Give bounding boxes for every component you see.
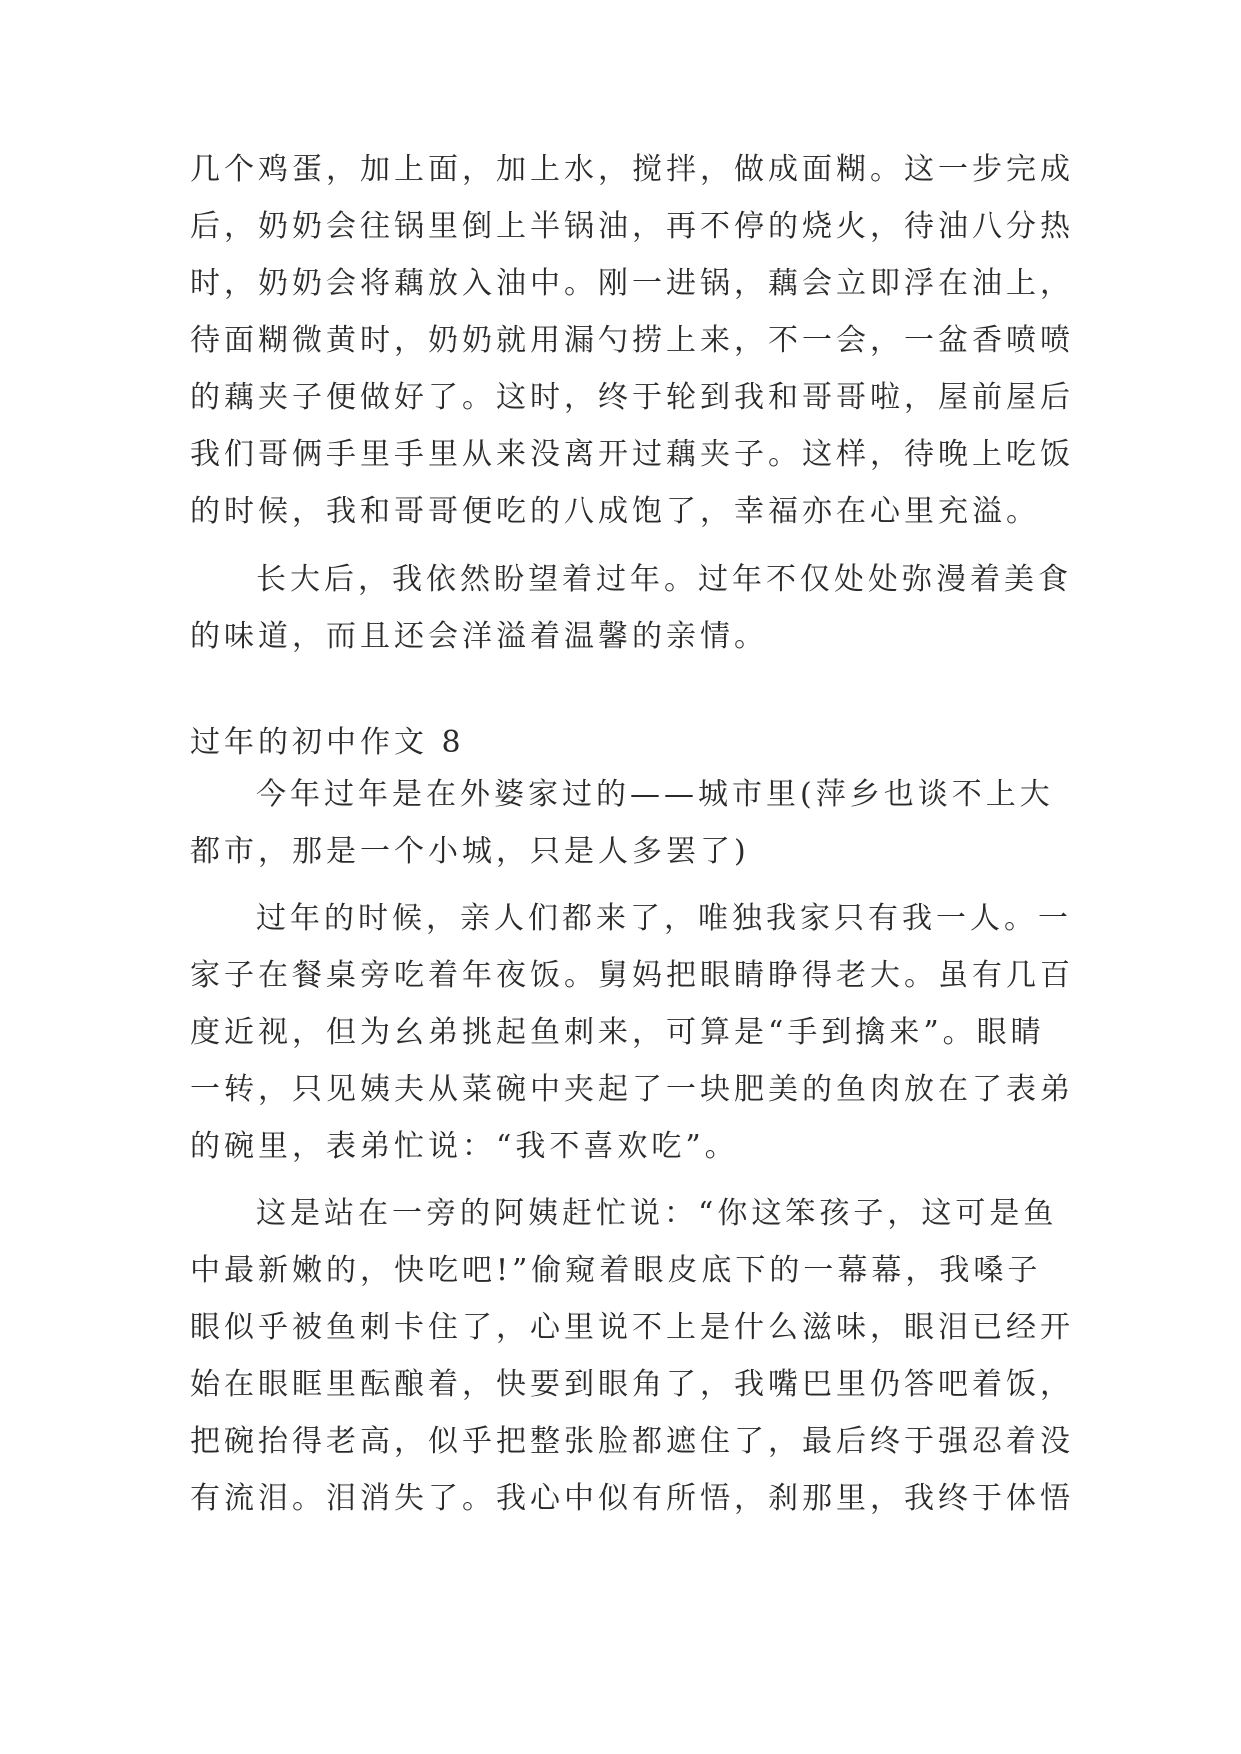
text-line: 待面糊微黄时，奶奶就用漏勺捞上来，不一会，一盆香喷喷	[190, 323, 1074, 358]
text-line: 眼似乎被鱼刺卡住了，心里说不上是什么滋味，眼泪已经开	[190, 1310, 1074, 1345]
section-heading: 过年的初中作文 8	[190, 725, 465, 760]
text-line: 几个鸡蛋，加上面，加上水，搅拌，做成面糊。这一步完成	[190, 152, 1074, 187]
text-line: 的时候，我和哥哥便吃的八成饱了，幸福亦在心里充溢。	[190, 494, 1040, 529]
text-line: 一转，只见姨夫从菜碗中夹起了一块肥美的鱼肉放在了表弟	[190, 1072, 1074, 1107]
text-line: 的味道，而且还会洋溢着温馨的亲情。	[190, 619, 768, 654]
paragraph-first-line: 这是站在一旁的阿姨赶忙说：“你这笨孩子，这可是鱼	[256, 1196, 1058, 1231]
paragraph-first-line: 今年过年是在外婆家过的——城市里(萍乡也谈不上大	[256, 777, 1054, 812]
text-line: 我们哥俩手里手里从来没离开过藕夹子。这样，待晚上吃饭	[190, 437, 1074, 472]
paragraph-first-line: 过年的时候，亲人们都来了，唯独我家只有我一人。一	[256, 901, 1072, 936]
paragraph-first-line: 长大后，我依然盼望着过年。过年不仅处处弥漫着美食	[256, 562, 1072, 597]
text-line: 有流泪。泪消失了。我心中似有所悟，刹那里，我终于体悟	[190, 1481, 1074, 1516]
text-line: 把碗抬得老高，似乎把整张脸都遮住了，最后终于强忍着没	[190, 1424, 1074, 1459]
text-line: 家子在餐桌旁吃着年夜饭。舅妈把眼睛睁得老大。虽有几百	[190, 958, 1074, 993]
text-line: 都市，那是一个小城，只是人多罢了)	[190, 834, 750, 869]
text-line: 后，奶奶会往锅里倒上半锅油，再不停的烧火，待油八分热	[190, 209, 1074, 244]
text-line: 中最新嫩的，快吃吧!”偷窥着眼皮底下的一幕幕，我嗓子	[190, 1253, 1042, 1288]
text-line: 始在眼眶里酝酿着，快要到眼角了，我嘴巴里仍答吧着饭，	[190, 1367, 1074, 1402]
text-line: 的藕夹子便做好了。这时，终于轮到我和哥哥啦，屋前屋后	[190, 380, 1074, 415]
text-line: 的碗里，表弟忙说：“我不喜欢吃”。	[190, 1129, 739, 1164]
text-line: 度近视，但为幺弟挑起鱼刺来，可算是“手到擒来”。眼睛	[190, 1015, 1045, 1050]
text-line: 时，奶奶会将藕放入油中。刚一进锅，藕会立即浮在油上，	[190, 266, 1074, 301]
